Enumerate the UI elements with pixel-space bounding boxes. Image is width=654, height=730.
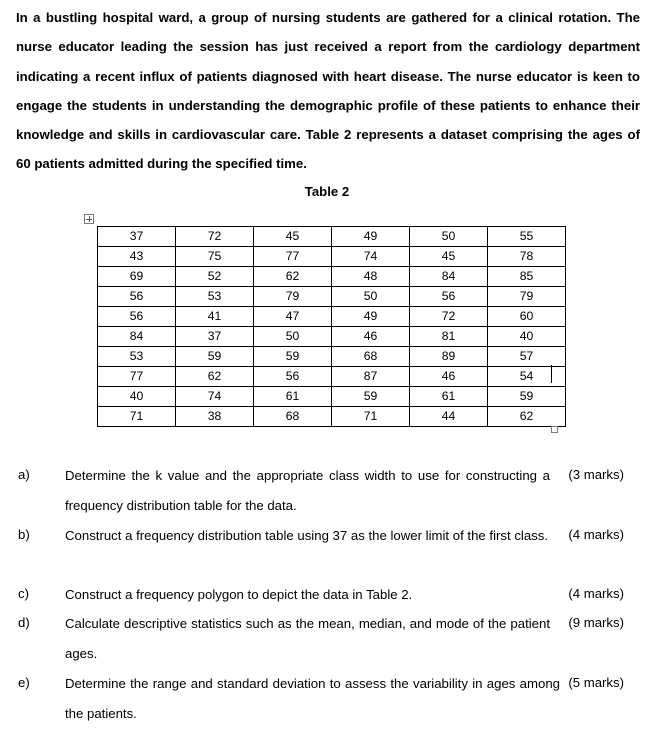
table-cell: 59 bbox=[254, 347, 332, 367]
table-cell: 71 bbox=[98, 407, 176, 427]
table-cell: 41 bbox=[176, 307, 254, 327]
table-cell: 56 bbox=[98, 287, 176, 307]
table-row bbox=[98, 247, 566, 267]
table-cell: 52 bbox=[176, 267, 254, 287]
table-row bbox=[98, 267, 566, 287]
question-letter: e) bbox=[18, 675, 30, 690]
table-cell: 50 bbox=[332, 287, 410, 307]
table-cell: 85 bbox=[488, 267, 566, 287]
table-cell: 40 bbox=[488, 327, 566, 347]
table-row bbox=[98, 307, 566, 327]
table-cell: 77 bbox=[254, 247, 332, 267]
table-cell: 79 bbox=[254, 287, 332, 307]
table-cell: 50 bbox=[410, 227, 488, 247]
table-cell: 54 bbox=[488, 367, 566, 387]
question-text: Construct a frequency polygon to depict the data in Table 2. bbox=[65, 587, 413, 602]
table-cell: 74 bbox=[332, 247, 410, 267]
table-cell: 81 bbox=[410, 327, 488, 347]
table-cell: 45 bbox=[410, 247, 488, 267]
ages-table bbox=[97, 226, 566, 427]
table-cell: 68 bbox=[332, 347, 410, 367]
table-cell: 56 bbox=[98, 307, 176, 327]
table-cell: 74 bbox=[176, 387, 254, 407]
table-move-handle-icon[interactable] bbox=[84, 214, 94, 224]
intro-paragraph: In a bustling hospital ward, a group of nursing students are gathered for a clinical rotation. The nurse educator leading the session has just received a report from the cardiology department indicating a recent influx of patients diagnosed with heart disease. The nurse educator is keen to engage the students in understanding the demographic profile of these patients to enhance their knowledge and skills in cardiovascular care. Table 2 represents a dataset comprising the ages of 60 patients admitted during the specified time. bbox=[16, 10, 640, 172]
table-cell: 38 bbox=[176, 407, 254, 427]
question-text: Calculate descriptive statistics such as the mean, median, and mode of the patient ages. bbox=[65, 616, 550, 661]
table-cell: 46 bbox=[410, 367, 488, 387]
table-cell: 44 bbox=[410, 407, 488, 427]
table-title: Table 2 bbox=[304, 184, 350, 199]
table-cell: 49 bbox=[332, 227, 410, 247]
table-row bbox=[98, 367, 566, 387]
table-row bbox=[98, 407, 566, 427]
question-marks: (3 marks) bbox=[568, 467, 624, 482]
table-resize-handle-icon[interactable] bbox=[551, 426, 558, 433]
table-cell: 59 bbox=[488, 387, 566, 407]
table-cell: 53 bbox=[98, 347, 176, 367]
table-cell: 57 bbox=[488, 347, 566, 367]
table-cell: 59 bbox=[176, 347, 254, 367]
table-cell: 61 bbox=[254, 387, 332, 407]
table-cell: 40 bbox=[98, 387, 176, 407]
question-marks: (9 marks) bbox=[568, 615, 624, 630]
table-cell: 84 bbox=[98, 327, 176, 347]
table-cell: 37 bbox=[98, 227, 176, 247]
table-row bbox=[98, 327, 566, 347]
table-cell: 72 bbox=[410, 307, 488, 327]
question-text: Determine the k value and the appropriate class width to use for constructing a frequency distribution table for the data. bbox=[65, 468, 550, 513]
table-cell: 87 bbox=[332, 367, 410, 387]
table-cell: 59 bbox=[332, 387, 410, 407]
table-cell: 60 bbox=[488, 307, 566, 327]
question-letter: c) bbox=[18, 586, 29, 601]
table-row bbox=[98, 227, 566, 247]
table-cell: 48 bbox=[332, 267, 410, 287]
table-cell: 37 bbox=[176, 327, 254, 347]
question-text: Construct a frequency distribution table using 37 as the lower limit of the first class. bbox=[65, 528, 549, 543]
table-cell: 53 bbox=[176, 287, 254, 307]
table-cell: 77 bbox=[98, 367, 176, 387]
table-cell: 84 bbox=[410, 267, 488, 287]
table-row bbox=[98, 347, 566, 367]
question-marks: (5 marks) bbox=[568, 675, 624, 690]
question-letter: a) bbox=[18, 467, 30, 482]
table-cell: 62 bbox=[254, 267, 332, 287]
question-letter: d) bbox=[18, 615, 30, 630]
text-cursor bbox=[551, 365, 552, 383]
table-cell: 46 bbox=[332, 327, 410, 347]
table-cell: 72 bbox=[176, 227, 254, 247]
table-cell: 75 bbox=[176, 247, 254, 267]
table-cell: 79 bbox=[488, 287, 566, 307]
question-letter: b) bbox=[18, 527, 30, 542]
question-text: Determine the range and standard deviation to assess the variability in ages among the patients. bbox=[65, 676, 560, 721]
table-cell: 50 bbox=[254, 327, 332, 347]
table-cell: 45 bbox=[254, 227, 332, 247]
table-cell: 89 bbox=[410, 347, 488, 367]
question-marks: (4 marks) bbox=[568, 527, 624, 542]
table-cell: 55 bbox=[488, 227, 566, 247]
table-cell: 56 bbox=[254, 367, 332, 387]
table-cell: 68 bbox=[254, 407, 332, 427]
table-cell: 78 bbox=[488, 247, 566, 267]
table-cell: 49 bbox=[332, 307, 410, 327]
table-row bbox=[98, 387, 566, 407]
table-cell: 56 bbox=[410, 287, 488, 307]
table-cell: 71 bbox=[332, 407, 410, 427]
table-cell: 43 bbox=[98, 247, 176, 267]
question-marks: (4 marks) bbox=[568, 586, 624, 601]
table-cell: 69 bbox=[98, 267, 176, 287]
table-cell: 62 bbox=[488, 407, 566, 427]
table-cell: 47 bbox=[254, 307, 332, 327]
table-row bbox=[98, 287, 566, 307]
table-cell: 61 bbox=[410, 387, 488, 407]
table-cell: 62 bbox=[176, 367, 254, 387]
